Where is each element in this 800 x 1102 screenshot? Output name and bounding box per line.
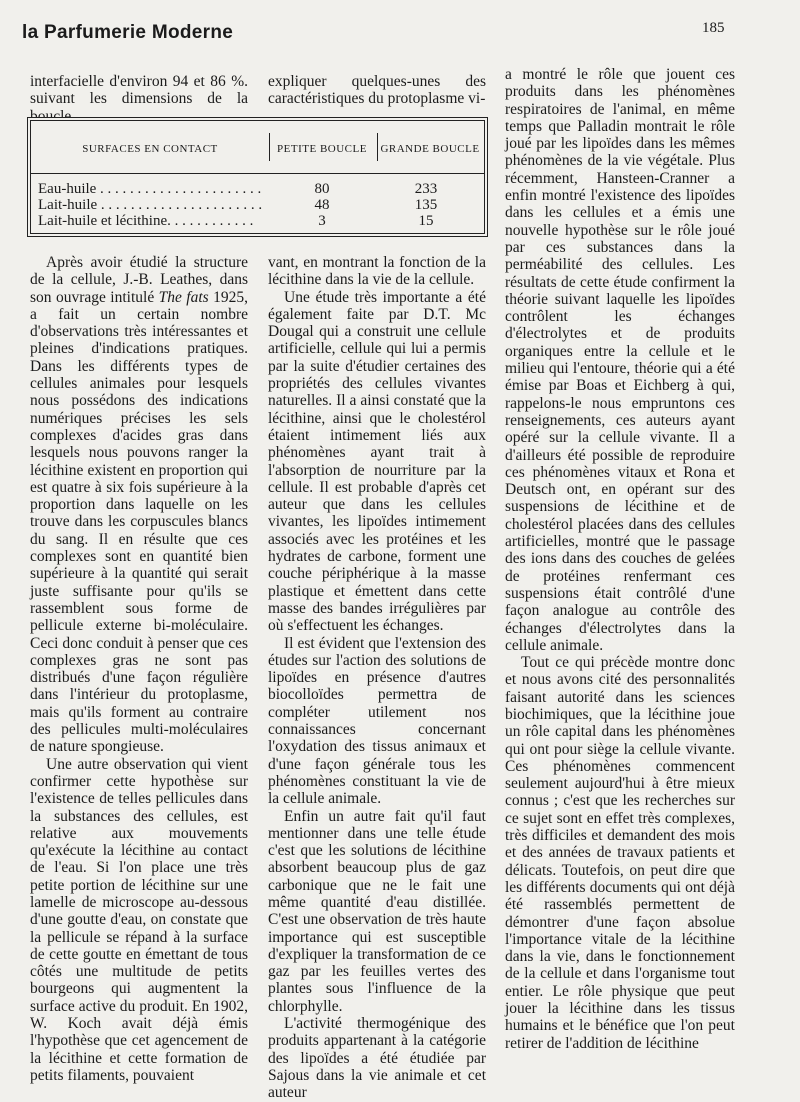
table-row [31, 213, 484, 229]
col2-paragraph-3: Enfin un autre fait qu'il faut mentionner dans une telle étude c'est que les solutions de lécithine absorbent beaucoup plus de gaz carbonique que ne le fait une même quantité d'eau distillée. C'est une observation de très haute importance qui est susceptible d'expliquer la transformation de ce gaz par les feuilles vertes des plantes sous l'influence de la chlorphylle. [268, 807, 486, 1015]
page-number: 185 [702, 20, 725, 36]
col1-top-text: interfacielle d'environ 94 et 86 %. suivant les dimensions de la boucle. [30, 73, 248, 125]
row-petite-value: 3 [318, 213, 326, 229]
col2-paragraph-0: vant, en montrant la fonction de la lécithine dans la vie de la cellule. [268, 254, 486, 289]
table-header-row [31, 121, 484, 174]
row-petite-value: 48 [314, 197, 330, 213]
col3-paragraph-1: Tout ce qui précède montre donc et nous avons cité des personnalités faisant autorité dans les sciences biochimiques, que la lécithine joue un rôle capital dans les phénomènes qui ont pour siège la cellule vivante. Ces phénomènes commencent seulement aujourd'hui à être mieux connus ; c'est que les recherches sur ce sujet sont en effet très complexes, très difficiles et demandent des mois et des années de travaux patients et délicats. Toutefois, on peut dire que les différents documents qui ont déjà été rassemblés permettent de démontrer d'une façon absolue l'importance vitale de la lécithine dans la vie, dans le fonctionnement de la cellule et dans l'organisme tout entier. Le rôle physique que peut jouer la lécithine dans les tissus humains et le bénéfice que l'on peut retirer de l'addition de lécithine [505, 654, 735, 1052]
col2-paragraph-2: Il est évident que l'extension des études sur l'action des solutions de lipoïdes en présence d'autres biocolloïdes permettra de compléter utilement nos connaissances concernant l'oxydation des tissus animaux et d'une façon générale tous les phénomènes constituant la vie de la cellule animale. [268, 634, 486, 808]
col3-paragraph-0: a montré le rôle que jouent ces produits dans les phénomènes respiratoires de l'animal, en même temps que Palladin montrait le rôle joué par les lipoïdes dans les mêmes phénomènes de la vie végétale. Plus récemment, Hansteen-Cranner a enfin montré l'existence des lipoïdes dans les cellules et a émis une nouvelle hypothèse sur le rôle joué par ces substances dans la perméabilité des cellules. Les résultats de cette étude confirment la théorie suivant laquelle les lipoïdes contrôlent les échanges d'électrolytes et de produits organiques entre la cellule et le milieu qui l'entoure, théorie qui a été émise par Boas et Eichberg à qui, rappelons-le nous empruntons ces renseignements, ces auteurs ayant opéré sur la cellule vivante. Il a d'ailleurs été possible de reproduire ces phénomènes vitaux et Rona et Deutsch ont, en opérant sur des suspensions de lécithine et de cholestérol placées dans des cellules artificielles, montré que le passage des ions dans des couches de gelées de protéines renfermant ces suspensions était contrôlé d'une façon analogue au contrôle des échanges d'électrolytes dans la cellule animale. [505, 66, 735, 654]
column-2 [268, 254, 486, 1102]
row-label: Lait-huile . . . . . . . . . . . . . . . . . . . . . . [38, 197, 263, 213]
table-row [31, 197, 484, 213]
row-grande-value: 135 [414, 197, 438, 213]
journal-title: la Parfumerie Moderne [22, 22, 234, 43]
table-header-petite: PETITE BOUCLE [277, 143, 367, 155]
table-header-grande: GRANDE BOUCLE [380, 143, 480, 155]
row-grande-value: 15 [418, 213, 434, 229]
col2-paragraph-4: L'activité thermogénique des produits appartenant à la catégorie des lipoïdes a été étudiée par Sajous dans la vie animale et cet auteur [268, 1015, 486, 1102]
row-grande-value: 233 [414, 181, 438, 197]
column-1 [30, 254, 248, 1084]
surface-tension-table [30, 120, 485, 234]
row-petite-value: 80 [314, 181, 330, 197]
col2-paragraph-1: Une étude très importante a été également faite par D.T. Mc Dougal qui a construit une cellule artificielle, cellule qui lui a permis par la suite d'étudier certaines des propriétés des cellules vivantes naturelles. Il a ainsi constaté que la lécithine, ainsi que le cholestérol étaient intimement liés aux phénomènes ayant trait à l'absorption de nourriture par la cellule. Il est probable d'après cet auteur que dans les cellules vivantes, les lipoïdes intimement associés avec les protéines et les hydrates de carbone, forment une couche périphérique à la masse plastique et émettent dans cette masse des bandes irrégulières par où s'effectuent les échanges. [268, 288, 486, 635]
table-header-surfaces: SURFACES EN CONTACT [82, 143, 218, 155]
col1-paragraph-1 [30, 254, 248, 756]
col1-paragraph-2: Une autre observation qui vient confirmer cette hypothèse sur l'existence de telles pellicules dans la substances des cellules, est relative aux mouvements qu'exécute la lécithine au contact de l'eau. Si l'on place une très petite portion de lécithine sur une lamelle de microscope au-dessous d'une goutte d'eau, on constate que la pellicule se répand à la surface de cette goutte en émettant de tous côtés une multitude de petits bourgeons qui augmentent la surface active du produit. En 1902, W. Koch avait déjà émis l'hypothèse que cet agencement de la lécithine et cette formation de petits filaments, pouvaient [30, 755, 248, 1084]
book-title: The fats [158, 288, 209, 306]
column-1-top [30, 73, 248, 125]
col1-p1-end: 1925, a fait un certain nombre d'observations très intéressantes et pleines d'indications pratiques. Dans les différents types de cellules animales pour lesquels nous possédons des indications numériques précises les sels complexes d'acides gras dans lesquels nous pouvons ranger la lécithine existent en proportion qui est quatre à six fois supérieure à la proportion dans laquelle on les trouve dans les corpuscules blancs du sang. Il en résulte que ces complexes sont en quantité bien supérieure à la quantité qui serait juste suffisante pour qu'ils se rassemblent sous forme de pellicule externe bi-moléculaire. Ceci donc conduit à penser que ces complexes gras ne sont pas distribués d'une façon régulière dans l'intérieur du protoplasme, mais qu'ils forment au contraire des pellicules multi-moléculaires de nature spongieuse. [30, 288, 248, 756]
col1-p1-start: Après avoir étudié la structure de la cellule, J.-B. Leathes, dans son ouvrage intitulé [30, 254, 248, 306]
column-2-top [268, 73, 486, 108]
row-label: Eau-huile . . . . . . . . . . . . . . . . . . . . . . [38, 181, 262, 197]
row-label: Lait-huile et lécithine. . . . . . . . . . . . [38, 213, 254, 229]
col2-top-text: expliquer quelques-unes des caractéristiques du protoplasme vi- [268, 73, 486, 108]
column-3 [505, 66, 735, 1052]
table-row [31, 181, 484, 197]
